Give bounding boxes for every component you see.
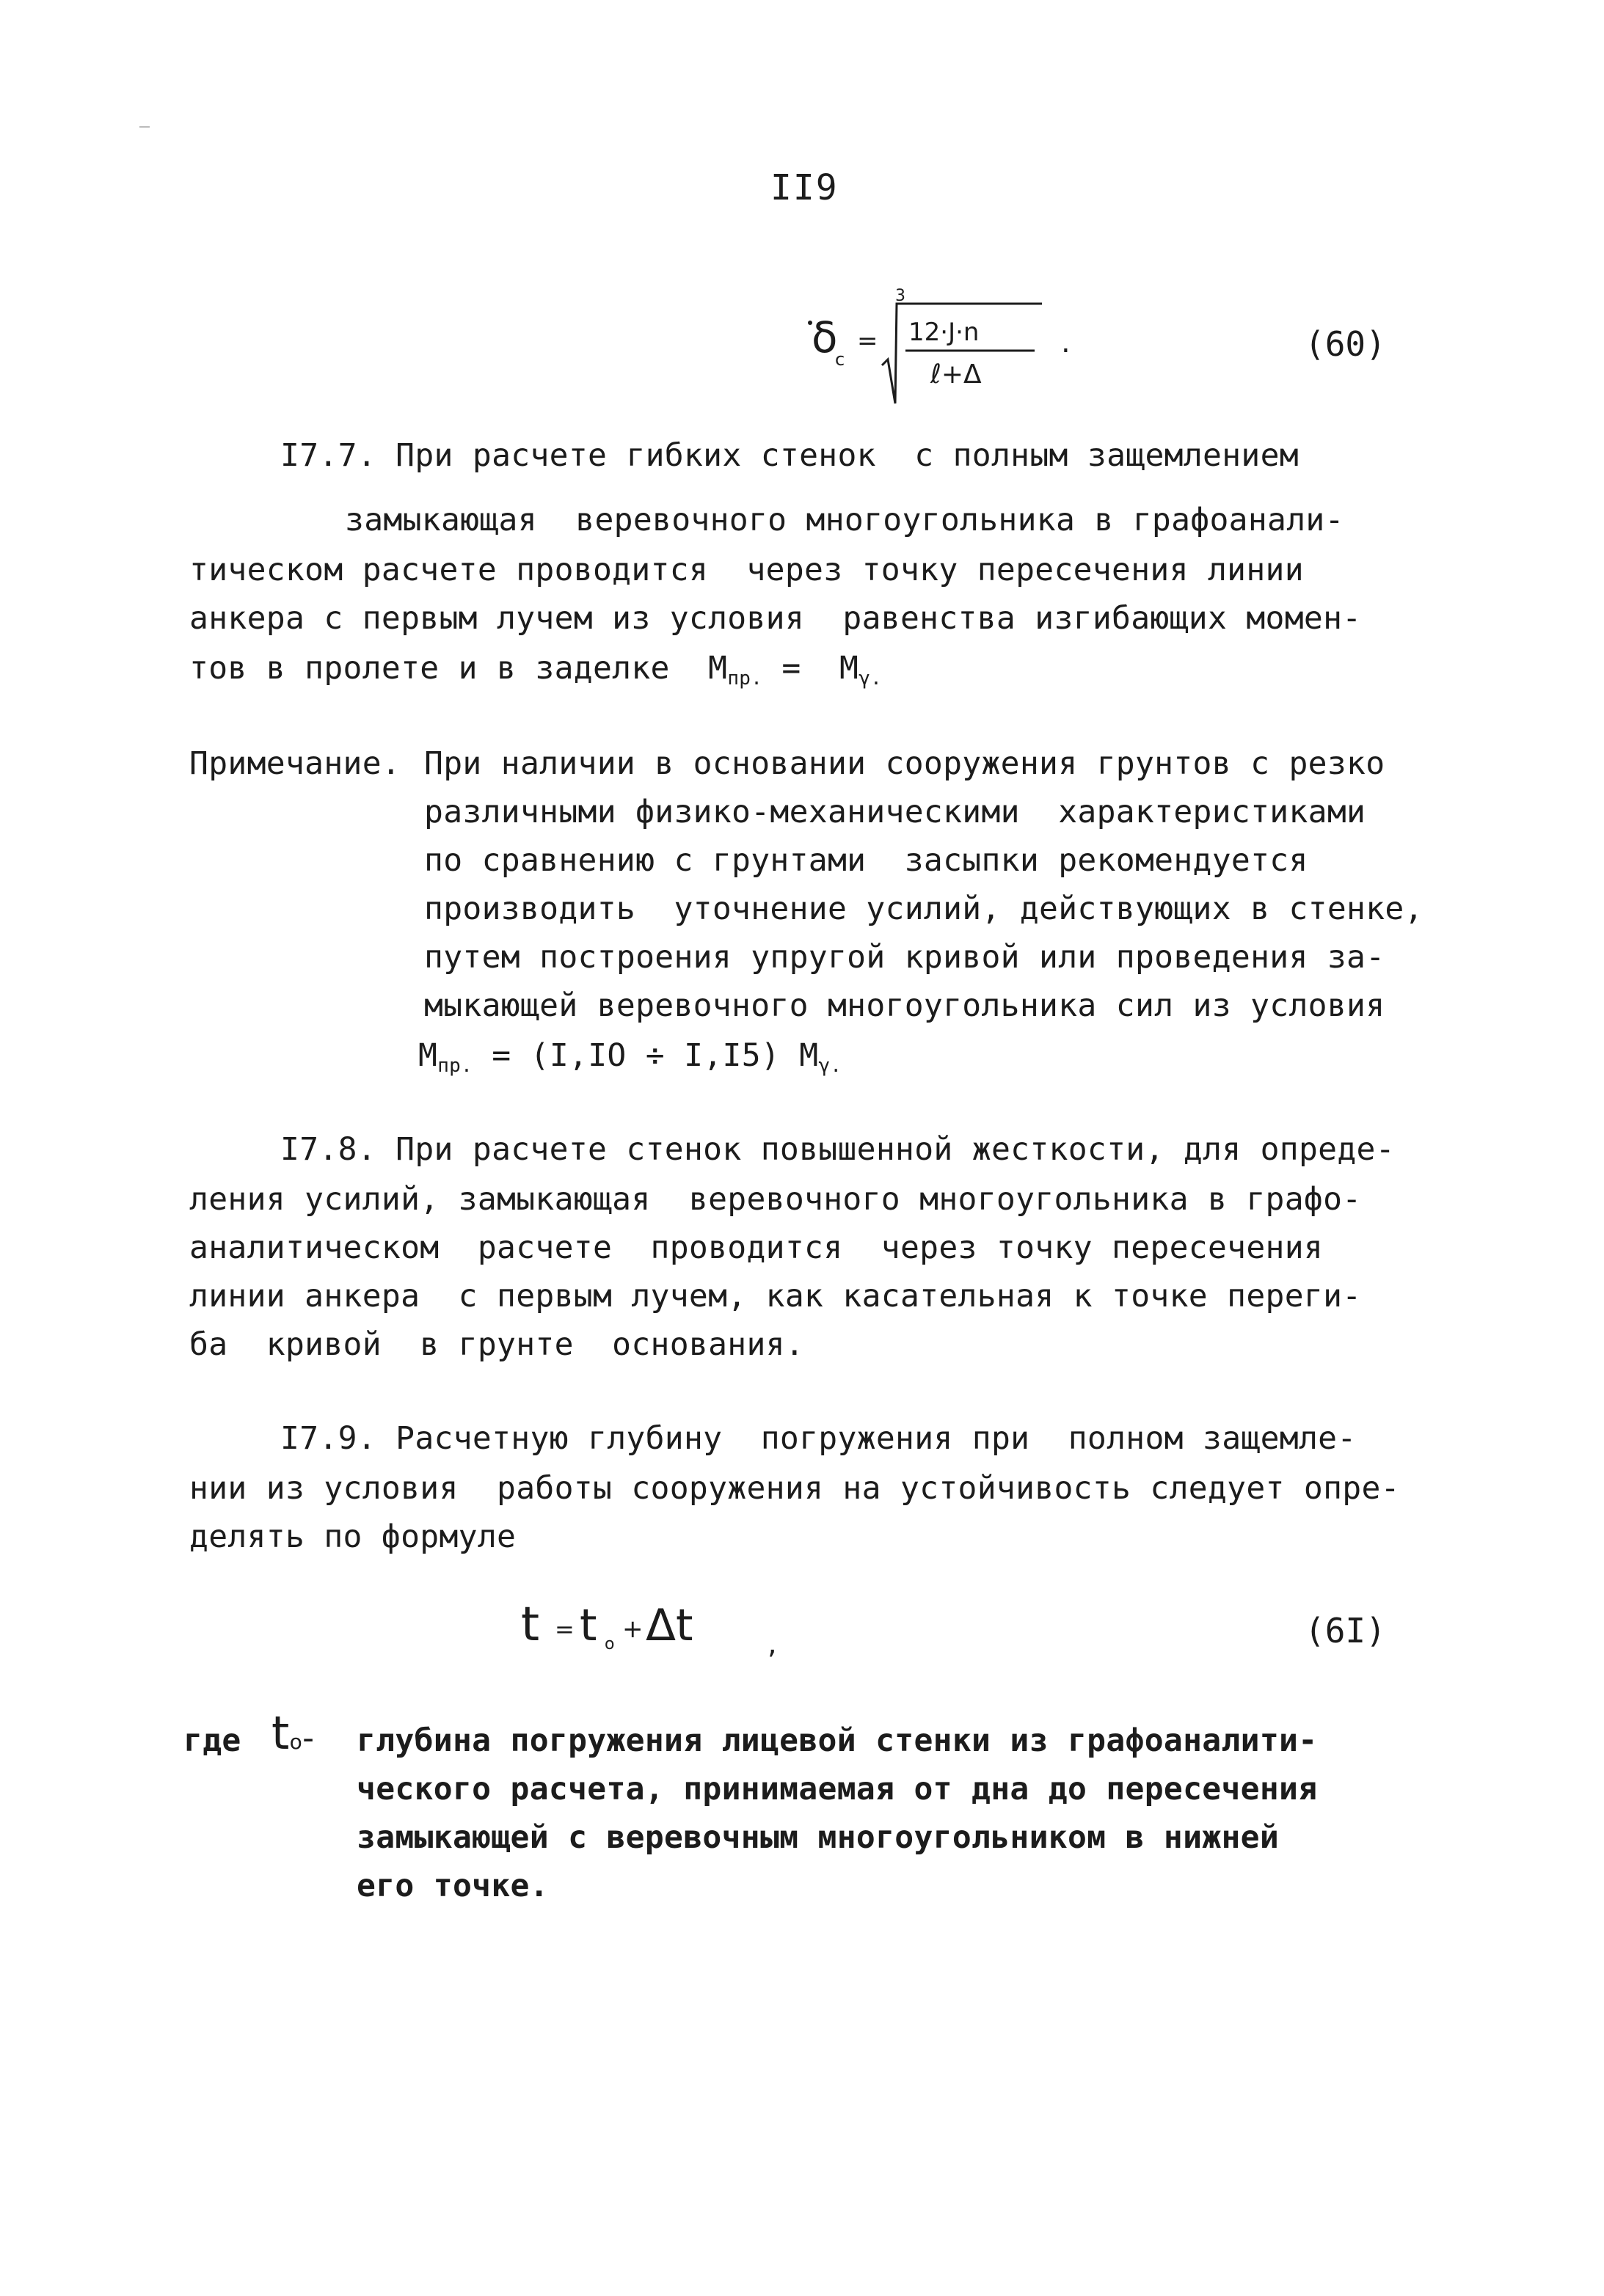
where-dash: -	[302, 1719, 315, 1757]
note-label: Примечание.	[189, 745, 401, 782]
note-line-2: различными физико-механическими характеристиками	[424, 794, 1366, 830]
formula60-number: (60)	[1305, 324, 1386, 364]
formula60-eq: =	[857, 326, 878, 356]
para-17-8-line-2: ления усилий, замыкающая веревочного многоугольника в графо-	[189, 1181, 1362, 1218]
para-17-7-line-3: тическом расчете проводится через точку пересечения линии	[189, 552, 1304, 588]
formula61-t0-sub: o	[605, 1635, 615, 1653]
para-17-9-line-1: I7.9. Расчетную глубину погружения при полном защемле-	[280, 1420, 1357, 1457]
para-17-9-line-3: делять по формуле	[189, 1518, 517, 1555]
note-m2-sub: γ.	[818, 1055, 842, 1077]
formula61-t: t	[521, 1598, 540, 1652]
moment-m1: M	[708, 650, 728, 687]
formula61-eq: =	[555, 1615, 575, 1643]
moment-m2: M	[839, 650, 859, 687]
note-line-4: производить уточнение усилий, действующих в стенке,	[424, 891, 1423, 927]
note-line-3: по сравнению с грунтами засыпки рекомендуется	[424, 842, 1308, 879]
page-number: II9	[770, 167, 839, 208]
para-17-8-line-4: линии анкера с первым лучем, как касательная к точке переги-	[189, 1278, 1362, 1315]
where-line-3: замыкающей с веревочным многоугольником в нижней	[357, 1819, 1280, 1856]
formula60-lhs: δ	[812, 312, 838, 362]
formula61-dt: Δt	[646, 1600, 693, 1651]
para-17-7-text: тов в пролете и в заделке	[189, 650, 670, 687]
note-formula-rest: = (I,IO ÷ I,I5) M	[473, 1037, 819, 1074]
formula60-lhs-sub: c	[835, 349, 845, 370]
moment-m1-sub: пр.	[727, 668, 763, 690]
where-line-2: ческого расчета, принимаемая от дна до пересечения	[357, 1771, 1318, 1807]
where-line-1: глубина погружения лицевой стенки из графоаналити-	[357, 1722, 1318, 1759]
where-symbol-t: t	[271, 1706, 290, 1760]
note-formula	[418, 1037, 842, 1077]
where-label: где	[183, 1722, 241, 1759]
para-17-7-line-5	[189, 650, 883, 690]
formula61-comma: ,	[768, 1627, 777, 1661]
para-17-8-line-1: I7.8. При расчете стенок повышенной жесткости, для опреде-	[280, 1131, 1395, 1168]
moment-span	[708, 650, 883, 690]
formula61-plus: +	[622, 1615, 644, 1644]
note-line-5: путем построения упругой кривой или проведения за-	[424, 939, 1385, 976]
note-m1-sub: пр.	[437, 1055, 473, 1077]
formula60-denominator: ℓ+Δ	[930, 359, 982, 390]
para-17-7-line-2: замыкающая веревочного многоугольника в графоанали-	[345, 502, 1344, 538]
formula60-root-index: 3	[895, 287, 905, 305]
scan-mark	[139, 126, 150, 128]
formula60-numerator: 12·J·n	[908, 318, 980, 347]
formula61-t0: t	[580, 1600, 597, 1651]
para-17-7-line-1: I7.7. При расчете гибких стенок с полным защемлением	[280, 437, 1299, 474]
formula-61	[514, 1592, 822, 1665]
para-17-7-line-4: анкера с первым лучем из условия равенства изгибающих момен-	[189, 600, 1362, 637]
where-line-4: его точке.	[357, 1868, 549, 1904]
moment-m2-sub: γ.	[858, 668, 883, 690]
where-symbol	[271, 1706, 315, 1760]
where-symbol-sub: o	[289, 1730, 303, 1754]
note-m1: M	[418, 1037, 438, 1074]
moment-eq: =	[781, 650, 801, 687]
note-line-1: При наличии в основании сооружения грунтов с резко	[424, 745, 1385, 782]
formula61-number: (6I)	[1305, 1611, 1386, 1650]
formula60-end: .	[1061, 326, 1071, 359]
note-line-6: мыкающей веревочного многоугольника сил из условия	[424, 987, 1385, 1024]
para-17-9-line-2: нии из условия работы сооружения на устойчивость следует опре-	[189, 1470, 1400, 1507]
para-17-8-line-5: ба кривой в грунте основания.	[189, 1326, 805, 1363]
para-17-8-line-3: аналитическом расчете проводится через точку пересечения	[189, 1229, 1324, 1266]
formula-60	[800, 279, 1108, 418]
